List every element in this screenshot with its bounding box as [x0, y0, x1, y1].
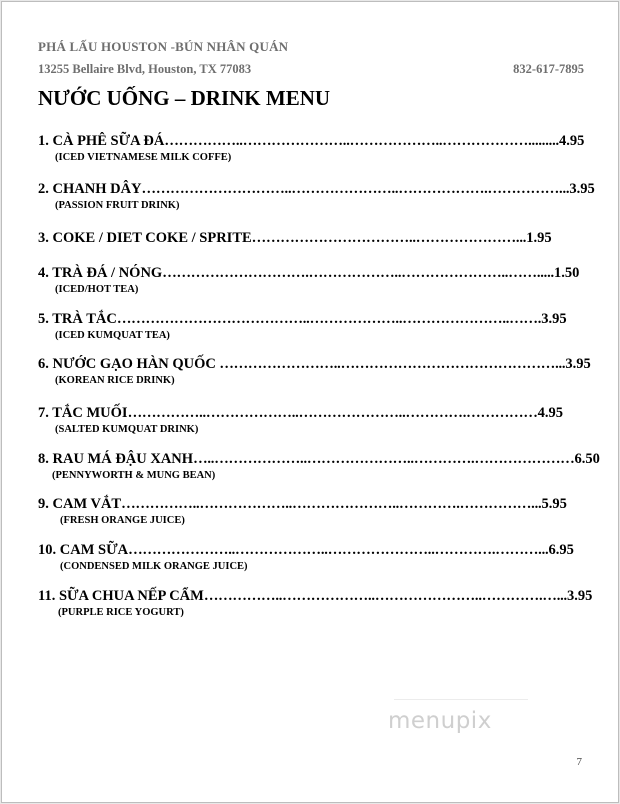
restaurant-name: PHÁ LẤU HOUSTON -BÚN NHÂN QUÁN	[38, 39, 289, 54]
item-name: 6. NƯỚC GẠO HÀN QUỐC	[38, 356, 216, 372]
restaurant-address: 13255 Bellaire Blvd, Houston, TX 77083	[38, 62, 252, 76]
watermark-divider	[394, 699, 528, 700]
menu-item	[38, 181, 595, 212]
item-name: 9. CAM VẮT	[38, 496, 122, 512]
item-price: 4.95	[537, 405, 564, 421]
item-name: 10. CAM SỮA	[38, 542, 129, 558]
dot-leader: …………………..………………..…………………..………….………...	[128, 542, 549, 558]
dot-leader: ………………………….………………..…………………..…….....	[162, 265, 554, 281]
item-name: 1. CÀ PHÊ SỮA ĐÁ	[38, 133, 165, 149]
item-description: (CONDENSED MILK ORANGE JUICE)	[60, 561, 248, 572]
item-name: 7. TẮC MUỐI	[38, 405, 128, 421]
item-name: 5. TRÀ TẮC	[38, 311, 117, 327]
item-name: 2. CHANH DÂY	[38, 181, 142, 197]
item-price: 5.95	[541, 496, 567, 512]
menu-title: NƯỚC UỐNG – DRINK MENU	[38, 86, 331, 110]
dot-leader: …………………………..…………………..……………….……………...	[141, 181, 570, 197]
item-name: 11. SỮA CHUA NẾP CẨM	[38, 588, 204, 604]
item-price: 1.95	[526, 230, 552, 246]
item-description: (ICED KUMQUAT TEA)	[55, 330, 170, 341]
menu-page	[1, 1, 619, 803]
item-price: 3.95	[565, 356, 591, 372]
dot-leader: ……………..………………..…………………..………….…...	[203, 588, 567, 604]
dot-leader: …..………………..…………………..………….…………………	[193, 451, 575, 467]
item-description: (PENNYWORTH & MUNG BEAN)	[52, 470, 216, 481]
menu-item	[38, 542, 586, 573]
watermark-logo: menupix	[388, 708, 492, 734]
item-price: 3.95	[541, 311, 567, 327]
item-price: 1.50	[553, 265, 580, 281]
item-description: (SALTED KUMQUAT DRINK)	[55, 424, 199, 435]
page-number: 7	[576, 756, 582, 768]
menu-item	[38, 451, 600, 482]
menu-item	[38, 265, 586, 296]
dot-leader: ……………..…………………..………………..……………….........	[164, 133, 559, 149]
menu-item	[38, 405, 586, 436]
item-name: 4. TRÀ ĐÁ / NÓNG	[38, 265, 163, 281]
item-price: 4.95	[558, 133, 585, 149]
item-price: 3.95	[566, 588, 593, 604]
menu-item	[38, 496, 586, 527]
item-description: (FRESH ORANGE JUICE)	[60, 515, 185, 526]
dot-leader: ……………..………………..…………………..………….……………...	[121, 496, 542, 512]
menu-item	[38, 311, 586, 342]
item-description: (ICED/HOT TEA)	[55, 284, 139, 295]
restaurant-phone: 832-617-7895	[513, 62, 584, 76]
item-price: 6.50	[574, 451, 600, 467]
dot-leader: ……………………………..…………………...	[251, 230, 527, 246]
item-description: (KOREAN RICE DRINK)	[55, 375, 175, 386]
dot-leader: ……………………..………………………………………...	[215, 356, 566, 372]
menu-item	[38, 230, 586, 247]
item-price: 3.95	[569, 181, 595, 197]
menu-item	[38, 356, 591, 387]
item-name: 8. RAU MÁ ĐẬU XANH	[38, 451, 194, 467]
item-price: 6.95	[548, 542, 574, 558]
item-name: 3. COKE / DIET COKE / SPRITE	[38, 230, 252, 246]
menu-item	[38, 133, 586, 164]
menu-item	[38, 588, 593, 619]
item-description: (PURPLE RICE YOGURT)	[58, 607, 184, 618]
item-description: (ICED VIETNAMESE MILK COFFE)	[55, 152, 232, 163]
dot-leader: ……………..………………..…………………..………….……………	[127, 405, 538, 421]
item-description: (PASSION FRUIT DRINK)	[55, 200, 180, 211]
dot-leader: …………………………………..………………..…………………..…….	[116, 311, 542, 327]
